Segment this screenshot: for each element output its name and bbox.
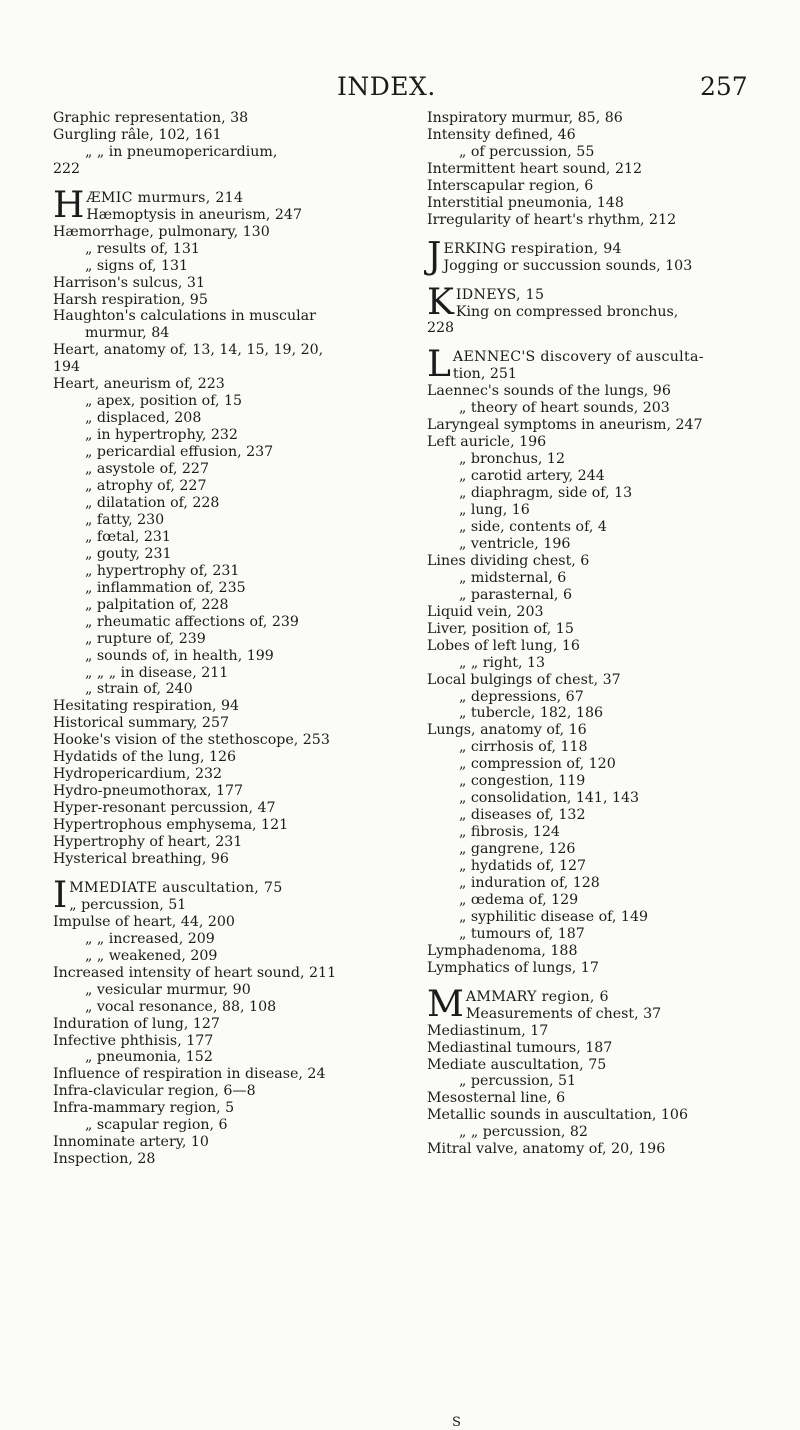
drop-initial-m: M — [427, 983, 464, 1025]
index-entry: Heart, anatomy of, 13, 14, 15, 19, 20, — [53, 342, 324, 359]
index-entry: Haughton's calculations in muscular — [53, 308, 316, 325]
index-group — [53, 110, 403, 178]
index-entry: Irregularity of heart's rhythm, 212 — [427, 211, 677, 228]
signature-mark: S — [452, 1415, 461, 1430]
index-entry: Hydatids of the lung, 126 — [53, 749, 237, 766]
index-entry: Measurements of chest, 37 — [465, 1005, 662, 1022]
index-entry: Hysterical breathing, 96 — [53, 850, 229, 867]
index-entry: „ vesicular murmur, 90 — [85, 981, 251, 998]
index-entry: King on compressed bronchus, — [455, 303, 679, 320]
index-entry: Lungs, anatomy of, 16 — [427, 722, 587, 739]
index-entry: Hydro-pneumothorax, 177 — [53, 783, 244, 800]
section-l-heading — [427, 344, 777, 386]
index-entry: „ atrophy of, 227 — [85, 478, 207, 495]
index-entry: „ strain of, 240 — [85, 681, 193, 698]
index-entry: Mitral valve, anatomy of, 20, 196 — [427, 1141, 666, 1158]
drop-initial-i: I — [53, 874, 68, 916]
index-entry: Liver, position of, 15 — [427, 620, 574, 637]
page-title: INDEX. — [337, 72, 436, 101]
index-entry: Infra-mammary region, 5 — [53, 1100, 235, 1117]
index-entry: Gurgling râle, 102, 161 — [53, 126, 222, 143]
index-entry: „ „ right, 13 — [459, 654, 546, 671]
index-entry: „ gouty, 231 — [85, 545, 172, 562]
page-header — [0, 72, 800, 102]
index-group — [427, 383, 777, 976]
index-entry: Lymphadenoma, 188 — [427, 942, 578, 959]
index-entry: 222 — [53, 160, 81, 177]
index-entry: 194 — [53, 359, 81, 376]
index-entry: Impulse of heart, 44, 200 — [53, 913, 235, 930]
index-entry: Metallic sounds in auscultation, 106 — [427, 1107, 688, 1124]
drop-initial-k: K — [427, 281, 454, 323]
index-entry: „ diaphragm, side of, 13 — [459, 485, 633, 502]
index-entry: „ œdema of, 129 — [459, 891, 579, 908]
index-entry: AMMARY region, 6 — [465, 988, 609, 1005]
index-entry: „ in hypertrophy, 232 — [85, 427, 238, 444]
index-entry: „ congestion, 119 — [459, 773, 586, 790]
index-entry: „ compression of, 120 — [459, 756, 616, 773]
index-entry: „ results of, 131 — [85, 240, 200, 257]
drop-initial-j: J — [427, 235, 442, 277]
index-entry: Inspiratory murmur, 85, 86 — [427, 110, 623, 126]
index-entry: Inspection, 28 — [53, 1151, 156, 1168]
index-entry: „ bronchus, 12 — [459, 451, 565, 468]
index-entry: Left auricle, 196 — [427, 434, 547, 451]
index-entry: „ midsternal, 6 — [459, 569, 567, 586]
index-entry: Local bulgings of chest, 37 — [427, 671, 621, 688]
index-entry: MMEDIATE auscultation, 75 — [69, 879, 283, 896]
index-entry: Hyper-resonant percussion, 47 — [53, 800, 276, 817]
section-j-heading — [427, 235, 777, 277]
index-entry: „ syphilitic disease of, 149 — [459, 908, 649, 925]
index-entry: Graphic representation, 38 — [53, 110, 249, 126]
index-entry: tion, 251 — [452, 366, 517, 383]
index-entry: „ fatty, 230 — [85, 511, 165, 528]
index-entry: „ tubercle, 182, 186 — [459, 705, 604, 722]
index-entry: Intermittent heart sound, 212 — [427, 160, 643, 177]
index-entry: „ „ percussion, 82 — [459, 1124, 588, 1141]
index-entry: „ induration of, 128 — [459, 874, 600, 891]
index-entry: „ gangrene, 126 — [459, 841, 576, 858]
index-entry: „ of percussion, 55 — [459, 143, 595, 160]
index-column-left — [53, 110, 403, 1168]
index-entry: „ dilatation of, 228 — [85, 494, 220, 511]
index-entry: „ asystole of, 227 — [85, 461, 209, 478]
drop-initial-h: H — [53, 184, 85, 226]
index-entry: „ lung, 16 — [459, 502, 530, 519]
index-entry: „ carotid artery, 244 — [459, 468, 605, 485]
index-entry: „ tumours of, 187 — [459, 925, 585, 942]
index-entry: Lobes of left lung, 16 — [427, 637, 580, 654]
index-entry: Laennec's sounds of the lungs, 96 — [427, 383, 671, 400]
index-entry: „ signs of, 131 — [85, 257, 189, 274]
index-entry: AENNEC'S discovery of ausculta- — [452, 349, 704, 366]
index-entry: Infra-clavicular region, 6—8 — [53, 1083, 256, 1100]
index-entry: Hypertrophy of heart, 231 — [53, 834, 243, 851]
index-entry: „ „ in pneumopericardium, — [85, 143, 278, 160]
index-entry: „ hypertrophy of, 231 — [85, 562, 240, 579]
index-entry: Mediastinal tumours, 187 — [427, 1039, 613, 1056]
section-k-heading — [427, 281, 777, 323]
index-entry: „ „ increased, 209 — [85, 930, 215, 947]
index-entry: „ pneumonia, 152 — [85, 1049, 213, 1066]
index-entry: Laryngeal symptoms in aneurism, 247 — [427, 417, 703, 434]
index-entry: Innominate artery, 10 — [53, 1134, 209, 1151]
index-entry: „ theory of heart sounds, 203 — [459, 400, 670, 417]
index-entry: Increased intensity of heart sound, 211 — [53, 964, 337, 981]
index-entry: Intensity defined, 46 — [427, 126, 576, 143]
index-entry: Liquid vein, 203 — [427, 603, 544, 620]
index-entry: „ „ „ in disease, 211 — [85, 664, 229, 681]
index-entry: Mesosternal line, 6 — [427, 1090, 566, 1107]
section-h-heading — [53, 184, 403, 226]
index-entry: „ fibrosis, 124 — [459, 824, 560, 841]
index-entry: Infective phthisis, 177 — [53, 1032, 214, 1049]
index-entry: Interscapular region, 6 — [427, 177, 594, 194]
index-entry: „ rupture of, 239 — [85, 630, 206, 647]
index-column-right — [427, 110, 777, 1158]
index-entry: „ „ weakened, 209 — [85, 947, 218, 964]
index-entry: Interstitial pneumonia, 148 — [427, 194, 624, 211]
index-entry: „ diseases of, 132 — [459, 807, 586, 824]
index-entry: „ palpitation of, 228 — [85, 596, 229, 613]
index-entry: 228 — [427, 320, 455, 337]
index-entry: „ inflammation of, 235 — [85, 579, 246, 596]
index-entry: Hypertrophous emphysema, 121 — [53, 817, 289, 834]
index-entry: „ percussion, 51 — [69, 896, 187, 913]
index-entry: Jogging or succussion sounds, 103 — [443, 257, 693, 274]
index-entry: „ side, contents of, 4 — [459, 518, 607, 535]
drop-initial-l: L — [427, 344, 451, 386]
index-group — [427, 1023, 777, 1159]
index-entry: Hesitating respiration, 94 — [53, 698, 240, 715]
index-entry: „ vocal resonance, 88, 108 — [85, 998, 277, 1015]
index-entry: Lines dividing chest, 6 — [427, 552, 590, 569]
index-entry: „ fœtal, 231 — [85, 528, 171, 545]
index-entry: Influence of respiration in disease, 24 — [53, 1066, 326, 1083]
index-entry: Historical summary, 257 — [53, 715, 229, 732]
index-entry: „ apex, position of, 15 — [85, 393, 243, 410]
index-entry: „ scapular region, 6 — [85, 1117, 228, 1134]
index-entry: „ depressions, 67 — [459, 688, 584, 705]
index-entry: Hæmoptysis in aneurism, 247 — [86, 206, 302, 223]
index-entry: Mediate auscultation, 75 — [427, 1056, 607, 1073]
page-number: 257 — [700, 72, 748, 101]
index-entry: „ hydatids of, 127 — [459, 858, 587, 875]
index-entry: „ sounds of, in health, 199 — [85, 647, 274, 664]
index-entry: „ percussion, 51 — [459, 1073, 577, 1090]
index-entry: „ rheumatic affections of, 239 — [85, 613, 299, 630]
section-i-heading — [53, 874, 403, 916]
index-entry: Hooke's vision of the stethoscope, 253 — [53, 732, 330, 749]
index-entry: Lymphatics of lungs, 17 — [427, 959, 599, 976]
index-group — [53, 914, 403, 1168]
index-entry: „ cirrhosis of, 118 — [459, 739, 588, 756]
index-entry: Mediastinum, 17 — [427, 1022, 549, 1039]
index-entry: Hydropericardium, 232 — [53, 766, 223, 783]
index-entry: ÆMIC murmurs, 214 — [86, 189, 244, 206]
index-entry: ERKING respiration, 94 — [443, 240, 622, 257]
index-entry: Heart, aneurism of, 223 — [53, 376, 225, 393]
index-entry: „ pericardial effusion, 237 — [85, 444, 274, 461]
index-entry: Induration of lung, 127 — [53, 1015, 220, 1032]
section-m-heading — [427, 983, 777, 1025]
index-entry: „ ventricle, 196 — [459, 535, 571, 552]
index-group — [53, 224, 403, 868]
index-group — [427, 110, 777, 229]
index-entry: „ displaced, 208 — [85, 410, 202, 427]
index-entry: Hæmorrhage, pulmonary, 130 — [53, 223, 270, 240]
index-entry: Harrison's sulcus, 31 — [53, 274, 205, 291]
index-entry: „ parasternal, 6 — [459, 586, 572, 603]
index-entry: IDNEYS, 15 — [455, 286, 545, 303]
index-entry: „ consolidation, 141, 143 — [459, 790, 640, 807]
index-entry: murmur, 84 — [85, 325, 170, 342]
index-entry: Harsh respiration, 95 — [53, 291, 208, 308]
